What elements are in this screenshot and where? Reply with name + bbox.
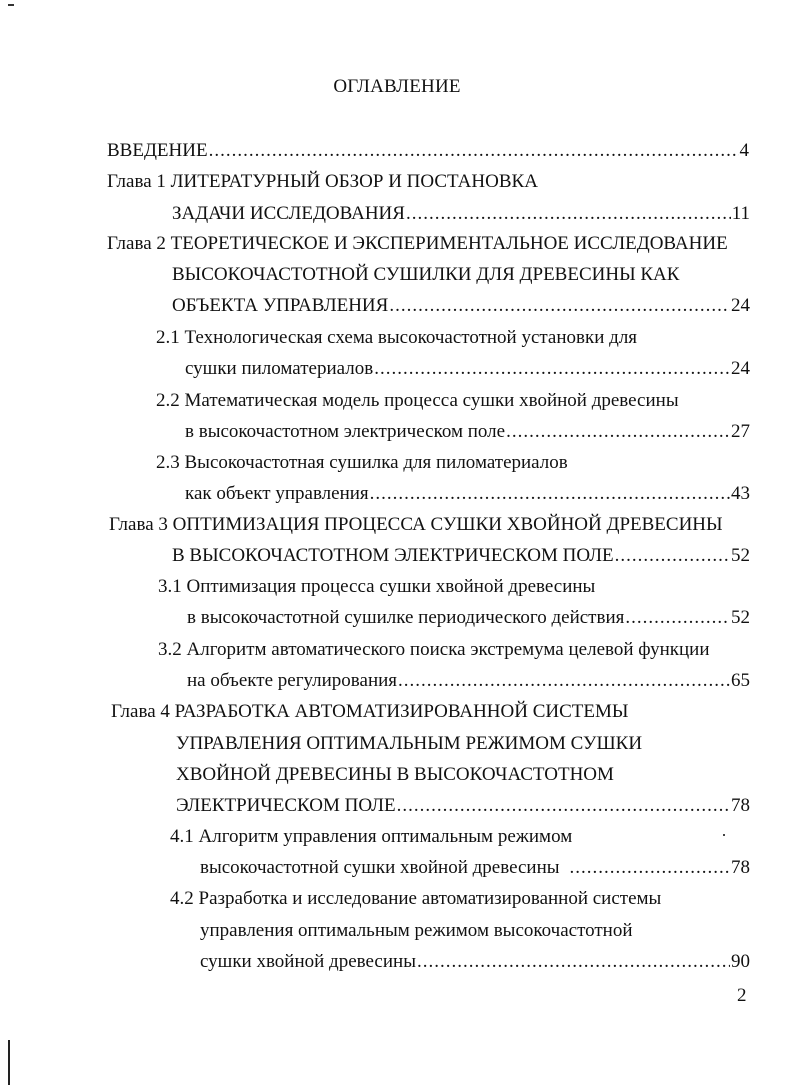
toc-page-number: 52 bbox=[731, 545, 750, 566]
toc-page-number: 52 bbox=[731, 607, 750, 628]
toc-chapter-4-title[interactable] bbox=[111, 699, 628, 725]
toc-chapter-4-cont-3[interactable] bbox=[176, 793, 750, 819]
toc-entry-text: ОБЪЕКТА УПРАВЛЕНИЯ bbox=[172, 295, 389, 316]
toc-chapter-4-cont bbox=[176, 731, 642, 757]
toc-entry-text: ЗАДАЧИ ИССЛЕДОВАНИЯ bbox=[172, 203, 405, 224]
toc-entry-text: 2.2 Математическая модель процесса сушки хвойной древесины bbox=[156, 390, 679, 411]
toc-page-number: 11 bbox=[731, 203, 750, 224]
toc-section-4-2-cont-2[interactable] bbox=[200, 949, 750, 975]
scan-speck bbox=[723, 834, 725, 836]
toc-section-3-2[interactable] bbox=[158, 637, 710, 663]
toc-entry-text: сушки хвойной древесины bbox=[200, 951, 416, 972]
toc-page-number: 4 bbox=[739, 140, 749, 161]
toc-leader-dots bbox=[389, 293, 730, 319]
toc-leader-dots bbox=[506, 419, 730, 445]
toc-leader-dots bbox=[374, 356, 730, 382]
toc-section-4-2[interactable] bbox=[170, 886, 661, 912]
toc-leader-dots bbox=[625, 605, 730, 631]
toc-entry-text: 4.1 Алгоритм управления оптимальным режимом bbox=[170, 826, 573, 847]
toc-entry-text: управления оптимальным режимом высокочастотной bbox=[200, 920, 633, 941]
toc-page-number: 27 bbox=[731, 421, 750, 442]
toc-page-number: 78 bbox=[731, 795, 750, 816]
toc-leader-dots bbox=[398, 668, 730, 694]
toc-entry-text: Глава 4 РАЗРАБОТКА АВТОМАТИЗИРОВАННОЙ СИСТЕМЫ bbox=[111, 701, 629, 722]
toc-entry-text: 2.1 Технологическая схема высокочастотной установки для bbox=[156, 327, 638, 348]
toc-entry-text: Глава 3 ОПТИМИЗАЦИЯ ПРОЦЕССА СУШКИ ХВОЙНОЙ ДРЕВЕСИНЫ bbox=[109, 514, 723, 535]
toc-chapter-3-title[interactable] bbox=[109, 512, 723, 538]
toc-entry-intro[interactable] bbox=[107, 138, 749, 164]
toc-entry-text: Глава 1 ЛИТЕРАТУРНЫЙ ОБЗОР И ПОСТАНОВКА bbox=[107, 171, 538, 192]
toc-chapter-1-cont[interactable] bbox=[172, 201, 750, 227]
page-number: 2 bbox=[737, 985, 747, 1006]
toc-chapter-2-cont-2[interactable] bbox=[172, 293, 750, 319]
toc-entry-text: 4.2 Разработка и исследование автоматизированной системы bbox=[170, 888, 662, 909]
toc-entry-text: в высокочастотном электрическом поле bbox=[185, 421, 506, 442]
toc-chapter-4-cont-2 bbox=[176, 762, 614, 788]
toc-entry-text: как объект управления bbox=[185, 483, 369, 504]
toc-chapter-2-cont bbox=[172, 262, 679, 288]
toc-section-4-1-cont[interactable] bbox=[200, 855, 750, 881]
toc-section-4-1[interactable] bbox=[170, 824, 572, 850]
toc-page-number: 43 bbox=[731, 483, 750, 504]
toc-entry-text: 2.3 Высокочастотная сушилка для пиломатериалов bbox=[156, 452, 568, 473]
toc-entry-text: на объекте регулирования bbox=[187, 670, 398, 691]
toc-section-2-1[interactable] bbox=[156, 325, 637, 351]
toc-entry-text: в высокочастотной сушилке периодического действия bbox=[187, 607, 625, 628]
toc-leader-dots bbox=[417, 949, 730, 975]
toc-section-3-1-cont[interactable] bbox=[187, 605, 750, 631]
toc-leader-dots bbox=[570, 855, 730, 881]
toc-section-3-1[interactable] bbox=[158, 574, 595, 600]
toc-chapter-1-title[interactable] bbox=[107, 169, 538, 195]
toc-section-2-2-cont[interactable] bbox=[185, 419, 750, 445]
scan-margin-line bbox=[8, 1040, 10, 1085]
toc-entry-text: 3.1 Оптимизация процесса сушки хвойной древесины bbox=[158, 576, 596, 597]
toc-entry-text: В ВЫСОКОЧАСТОТНОМ ЭЛЕКТРИЧЕСКОМ ПОЛЕ bbox=[172, 545, 614, 566]
scan-corner-mark bbox=[8, 4, 14, 6]
toc-entry-text: ВВЕДЕНИЕ bbox=[107, 140, 208, 161]
toc-leader-dots bbox=[397, 793, 730, 819]
toc-entry-text: сушки пиломатериалов bbox=[185, 358, 374, 379]
toc-entry-text: ХВОЙНОЙ ДРЕВЕСИНЫ В ВЫСОКОЧАСТОТНОМ bbox=[176, 764, 614, 785]
toc-entry-text: УПРАВЛЕНИЯ ОПТИМАЛЬНЫМ РЕЖИМОМ СУШКИ bbox=[176, 733, 643, 754]
toc-page-number: 24 bbox=[731, 295, 750, 316]
toc-section-2-2[interactable] bbox=[156, 388, 679, 414]
toc-entry-text: Глава 2 ТЕОРЕТИЧЕСКОЕ И ЭКСПЕРИМЕНТАЛЬНОЕ ИССЛЕДОВАНИЕ bbox=[107, 233, 728, 254]
toc-chapter-2-title[interactable] bbox=[107, 231, 728, 257]
toc-entry-text: ВЫСОКОЧАСТОТНОЙ СУШИЛКИ ДЛЯ ДРЕВЕСИНЫ КАК bbox=[172, 264, 680, 285]
toc-entry-text: высокочастотной сушки хвойной древесины bbox=[200, 857, 560, 878]
toc-chapter-3-cont[interactable] bbox=[172, 543, 750, 569]
toc-leader-dots bbox=[406, 201, 731, 227]
page-title: ОГЛАВЛЕНИЕ bbox=[333, 76, 461, 97]
toc-section-4-2-cont bbox=[200, 918, 633, 944]
toc-section-2-3[interactable] bbox=[156, 450, 568, 476]
toc-leader-dots bbox=[209, 138, 739, 164]
toc-entry-text: ЭЛЕКТРИЧЕСКОМ ПОЛЕ bbox=[176, 795, 396, 816]
toc-page-number: 90 bbox=[731, 951, 750, 972]
toc-section-2-1-cont[interactable] bbox=[185, 356, 750, 382]
toc-section-2-3-cont[interactable] bbox=[185, 481, 750, 507]
toc-page-number: 24 bbox=[731, 358, 750, 379]
toc-leader-dots bbox=[615, 543, 730, 569]
toc-section-3-2-cont[interactable] bbox=[187, 668, 750, 694]
toc-page-number: 78 bbox=[731, 857, 750, 878]
toc-entry-text: 3.2 Алгоритм автоматического поиска экстремума целевой функции bbox=[158, 639, 710, 660]
toc-leader-dots bbox=[370, 481, 730, 507]
toc-page-number: 65 bbox=[731, 670, 750, 691]
